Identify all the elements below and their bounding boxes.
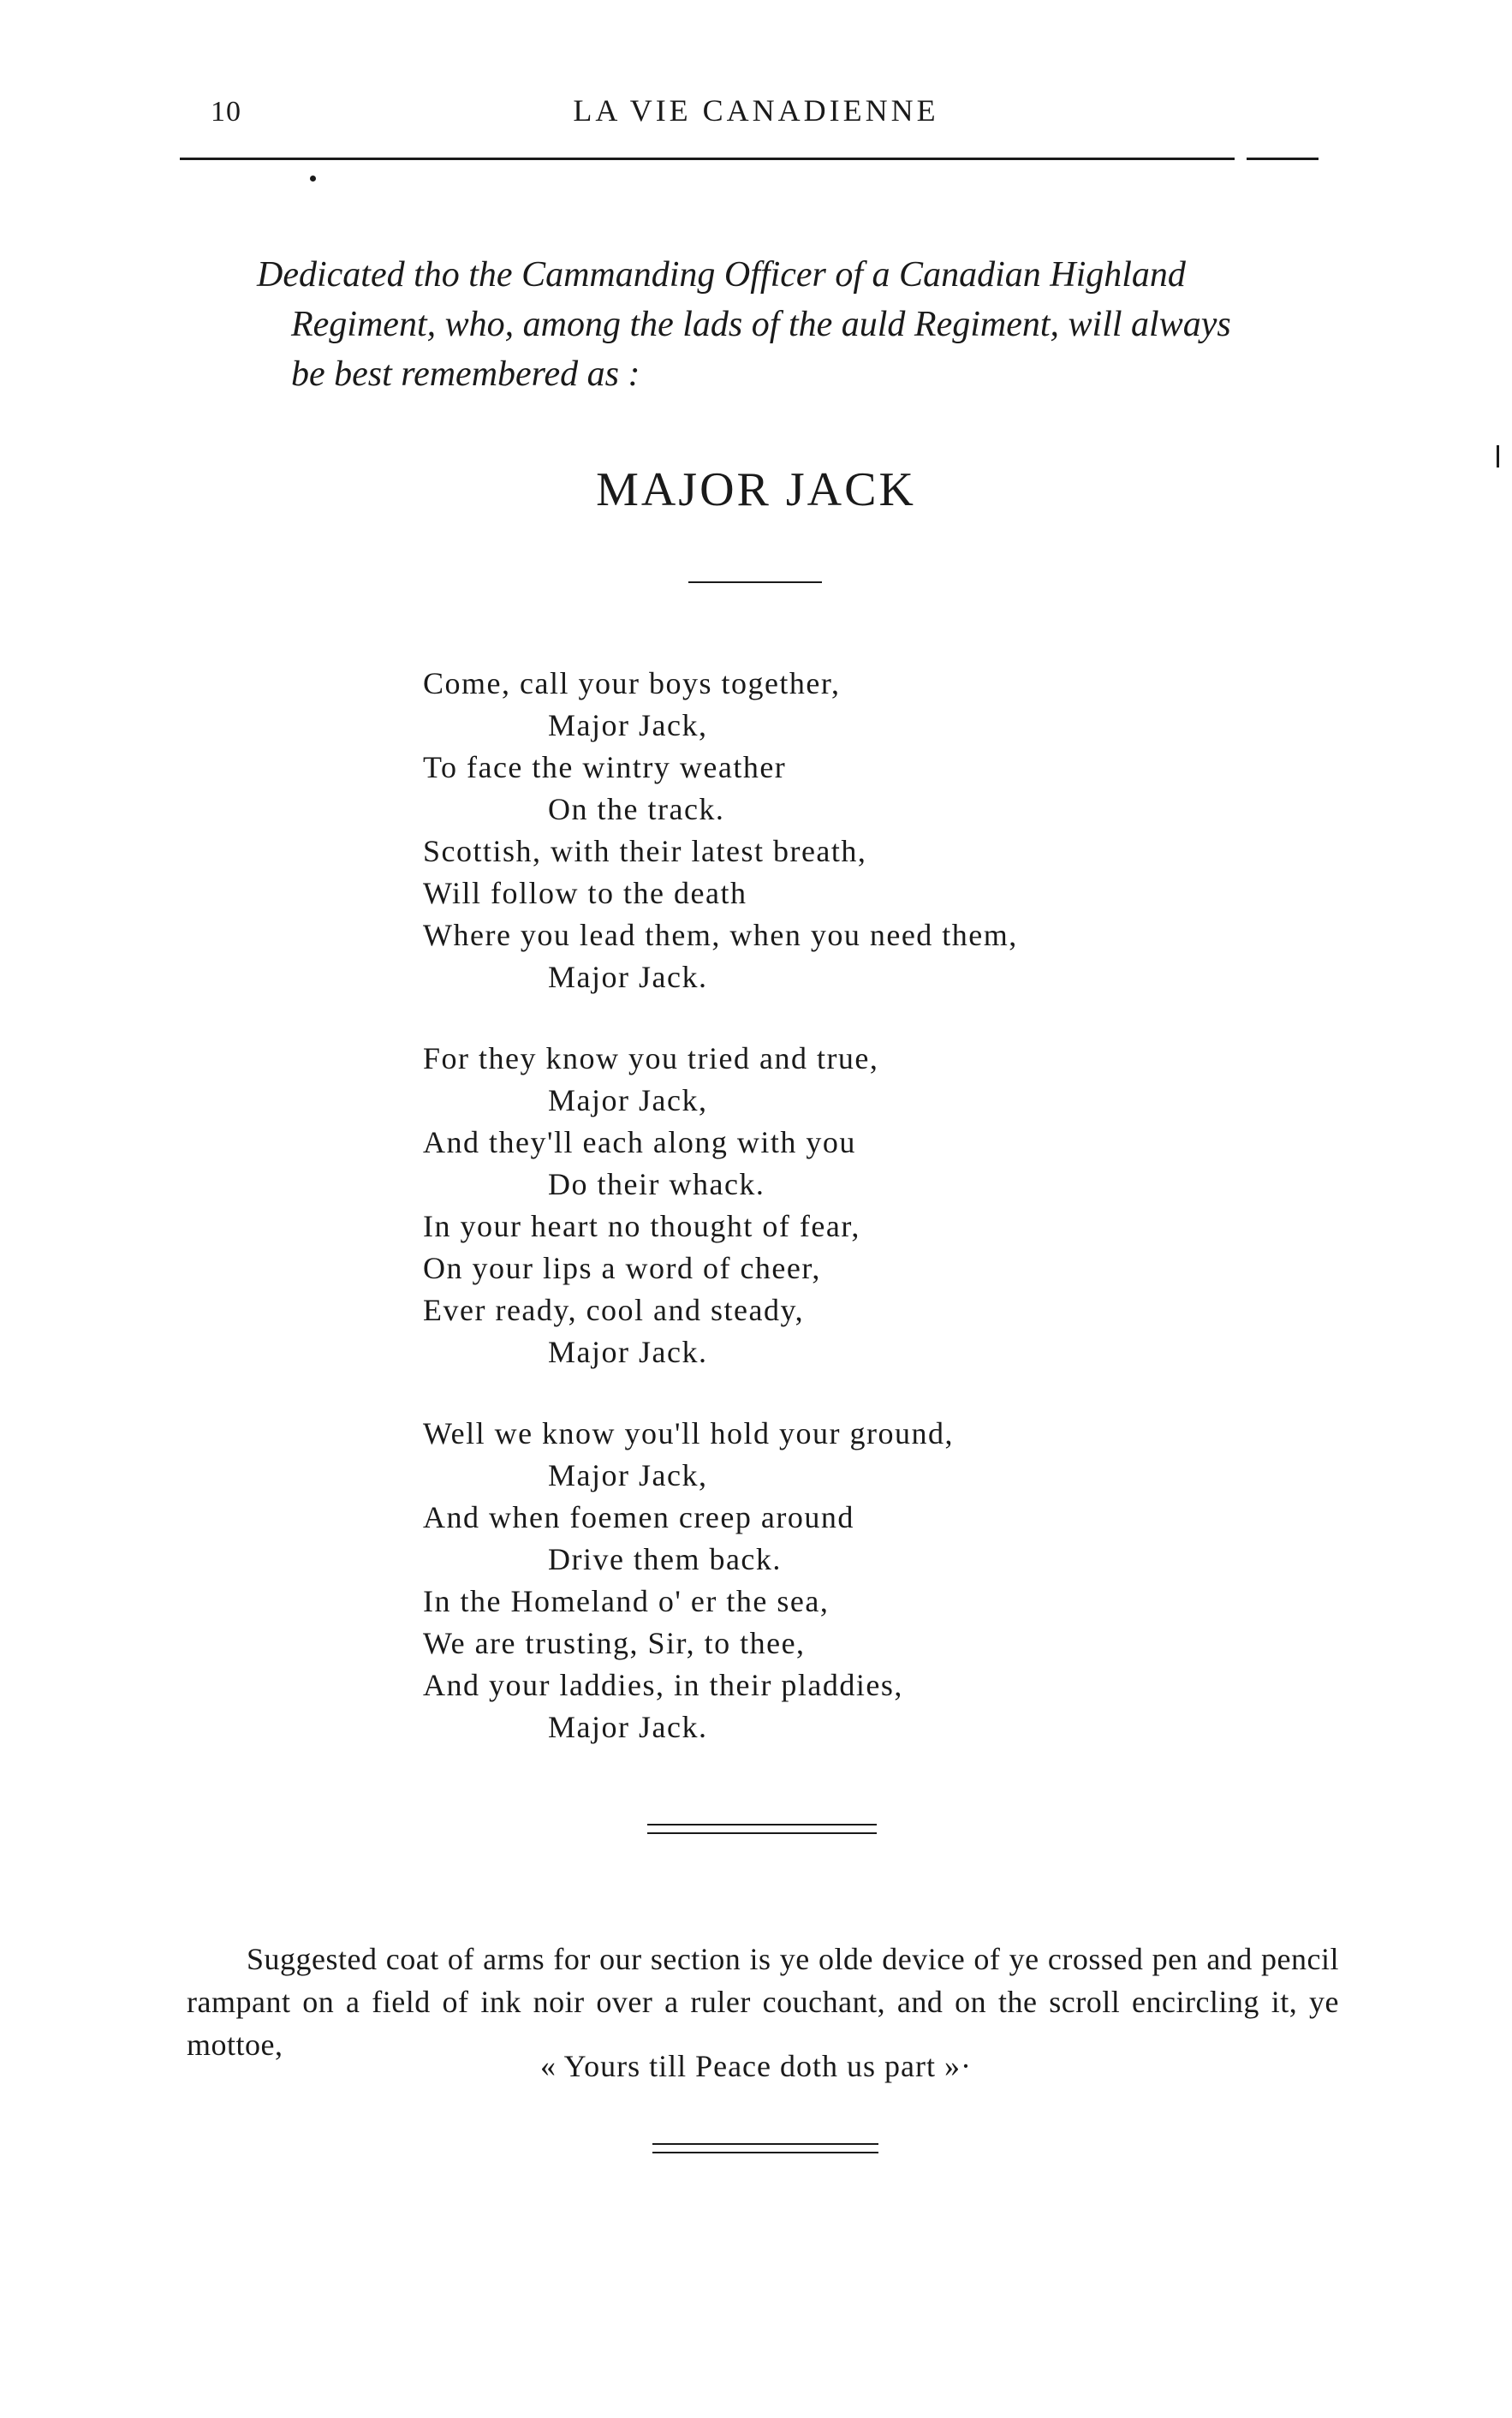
stanza-1 [423, 663, 1194, 998]
refrain-line: Drive them back. [548, 1542, 782, 1576]
title-rule [688, 581, 822, 583]
refrain-line: Major Jack, [548, 1083, 708, 1117]
dedication [257, 250, 1284, 399]
refrain-line: On the track. [548, 792, 725, 826]
refrain-line: Major Jack, [548, 1458, 708, 1492]
bullet-dot [310, 176, 316, 182]
verse-line: Scottish, with their latest breath, [423, 834, 867, 868]
verse-line: For they know you tried and true, [423, 1041, 879, 1075]
running-title: LA VIE CANADIENNE [573, 93, 939, 128]
motto: « Yours till Peace doth us part »· [540, 2049, 972, 2083]
verse-line: On your lips a word of cheer, [423, 1251, 821, 1285]
verse-line: Come, call your boys together, [423, 666, 841, 700]
verse-line: In the Homeland o' er the sea, [423, 1584, 830, 1618]
verse-line: And they'll each along with you [423, 1125, 856, 1159]
closing-divider [652, 2143, 878, 2153]
verse-line: Will follow to the death [423, 876, 747, 910]
refrain-line: Major Jack. [548, 1335, 708, 1369]
refrain-line: Major Jack, [548, 708, 708, 742]
verse-line: Ever ready, cool and steady, [423, 1293, 805, 1327]
verse-line: And your laddies, in their pladdies, [423, 1668, 903, 1702]
stanza-3 [423, 1413, 1194, 1748]
verse-line: We are trusting, Sir, to thee, [423, 1626, 806, 1660]
stanza-2 [423, 1038, 1194, 1373]
dedication-line: Regiment, who, among the lads of the auld Regiment, will always [291, 305, 1231, 344]
refrain-line: Major Jack. [548, 960, 708, 994]
header-rule [180, 158, 1319, 160]
section-divider [647, 1824, 877, 1834]
page-number: 10 [211, 96, 241, 128]
verse-line: In your heart no thought of fear, [423, 1209, 860, 1243]
note-paragraph: Suggested coat of arms for our section is ye olde device of ye crossed pen and pencil rampant on a field of ink noir over a ruler couchant, and on the scroll encircling it, ye mottoe, [187, 1942, 1339, 2062]
poem-title: MAJOR JACK [596, 463, 916, 516]
verse-line: Well we know you'll hold your ground, [423, 1416, 955, 1450]
refrain-line: Do their whack. [548, 1167, 765, 1201]
margin-mark [1497, 445, 1499, 468]
verse-line: To face the wintry weather [423, 750, 787, 784]
dedication-line: be best remembered as : [291, 354, 640, 394]
refrain-line: Major Jack. [548, 1710, 708, 1744]
verse-line: And when foemen creep around [423, 1500, 854, 1534]
dedication-line: Dedicated tho the Cammanding Officer of a Canadian Highland [257, 255, 1186, 295]
header-rule-gap [1235, 156, 1247, 163]
verse-line: Where you lead them, when you need them, [423, 918, 1018, 952]
